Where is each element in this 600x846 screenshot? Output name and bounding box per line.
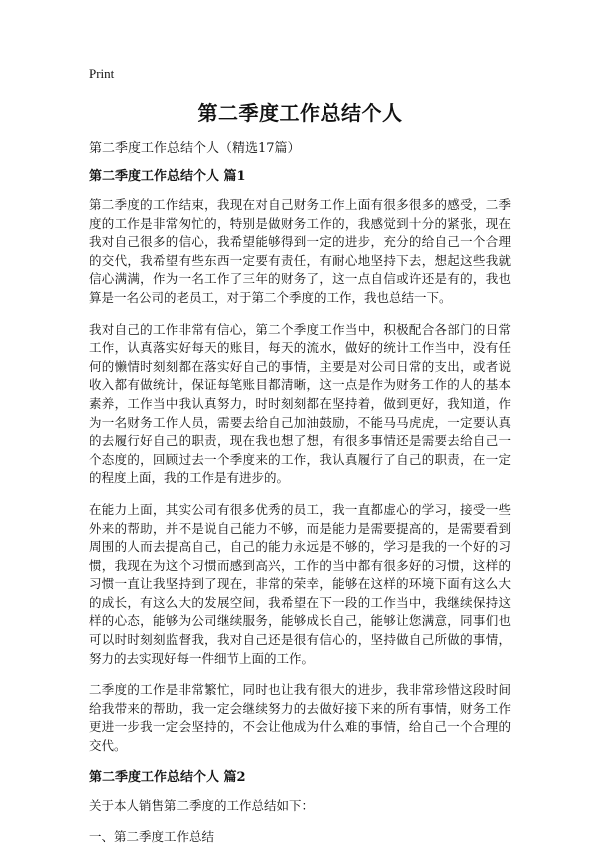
paragraph: 关于本人销售第二季度的工作总结如下： (89, 797, 315, 813)
paragraph: 第二季度的工作结束，我现在对自己财务工作上面有很多很多的感受，二季度的工作是非常匆忙的，特别是做财务工作的，我感觉到十分的紧张，现在我对自己很多的信心，我希望能够得到一定的进步，充分的给自己一个合理的交代，我希望有些东西一定要有责任，有耐心地坚持下去，想起这些我就信心满满，作为一名工作了三年的财务了，这一点自信或许还是有的，我也算是一名公司的老员工，对于第二个季度的工作，我也总结一下。 (89, 197, 511, 305)
paragraph: 我对自己的工作非常有信心，第二个季度工作当中，积极配合各部门的日常工作，认真落实好每天的账目，每天的流水，做好的统计工作当中，没有任何的懒情时刻刻都在落实好自己的事情，主要是对公司日常的支出，或者说收入都有做统计，保证每笔账目都清晰，这一点是作为财务工作的人的基本素养，工作当中我认真努力，时时刻刻都在坚持着，做到更好，我知道，作为一名财务工作人员，需要去给自己加油鼓励，不能马马虎虎，一定要认真的去履行好自己的职责，现在我也想了想，有很多事情还是需要去给自己一个态度的，回顾过去一个季度来的工作，我认真履行了自己的职责，在一定的程度上面，我的工作是有进步的。 (89, 321, 511, 486)
paragraph: 二季度的工作是非常繁忙，同时也让我有很大的进步，我非常珍惜这段时间给我带来的帮助，我一定会继续努力的去做好接下来的所有事情，财务工作更进一步我一定会坚持的，不会让他成为什么难的事情，给自己一个合理的交代。 (89, 682, 511, 754)
print-label: Print (89, 66, 115, 81)
document-subtitle: 第二季度工作总结个人（精选17篇） (89, 141, 301, 156)
section-heading-1: 第二季度工作总结个人 篇1 (89, 169, 246, 184)
subsection-heading: 一、第二季度工作总结 (89, 828, 215, 844)
section-heading-2: 第二季度工作总结个人 篇2 (89, 769, 246, 785)
page-title: 第二季度工作总结个人 (197, 101, 403, 125)
paragraph: 在能力上面，其实公司有很多优秀的员工，我一直都虚心的学习，接受一些外来的帮助，并不是说自己能力不够，而是能力是需要提高的，是需要看到周围的人而去提高自己，自己的能力永远是不够的，学习是我的一个好的习惯，我现在为这个习惯而感到高兴，工作的当中都有很多好的习惯，这样的习惯一直让我坚持到了现在，非常的荣幸，能够在这样的环境下面有这么大的成长，有这么大的发展空间，我希望在下一段的工作当中，我继续保持这样的心态，能够为公司继续服务，能够成长自己，能够让您满意，同事们也可以时时刻刻监督我，我对自己还是很有信心的，坚持做自己所做的事情，努力的去实现好每一件细节上面的工作。 (89, 501, 511, 666)
